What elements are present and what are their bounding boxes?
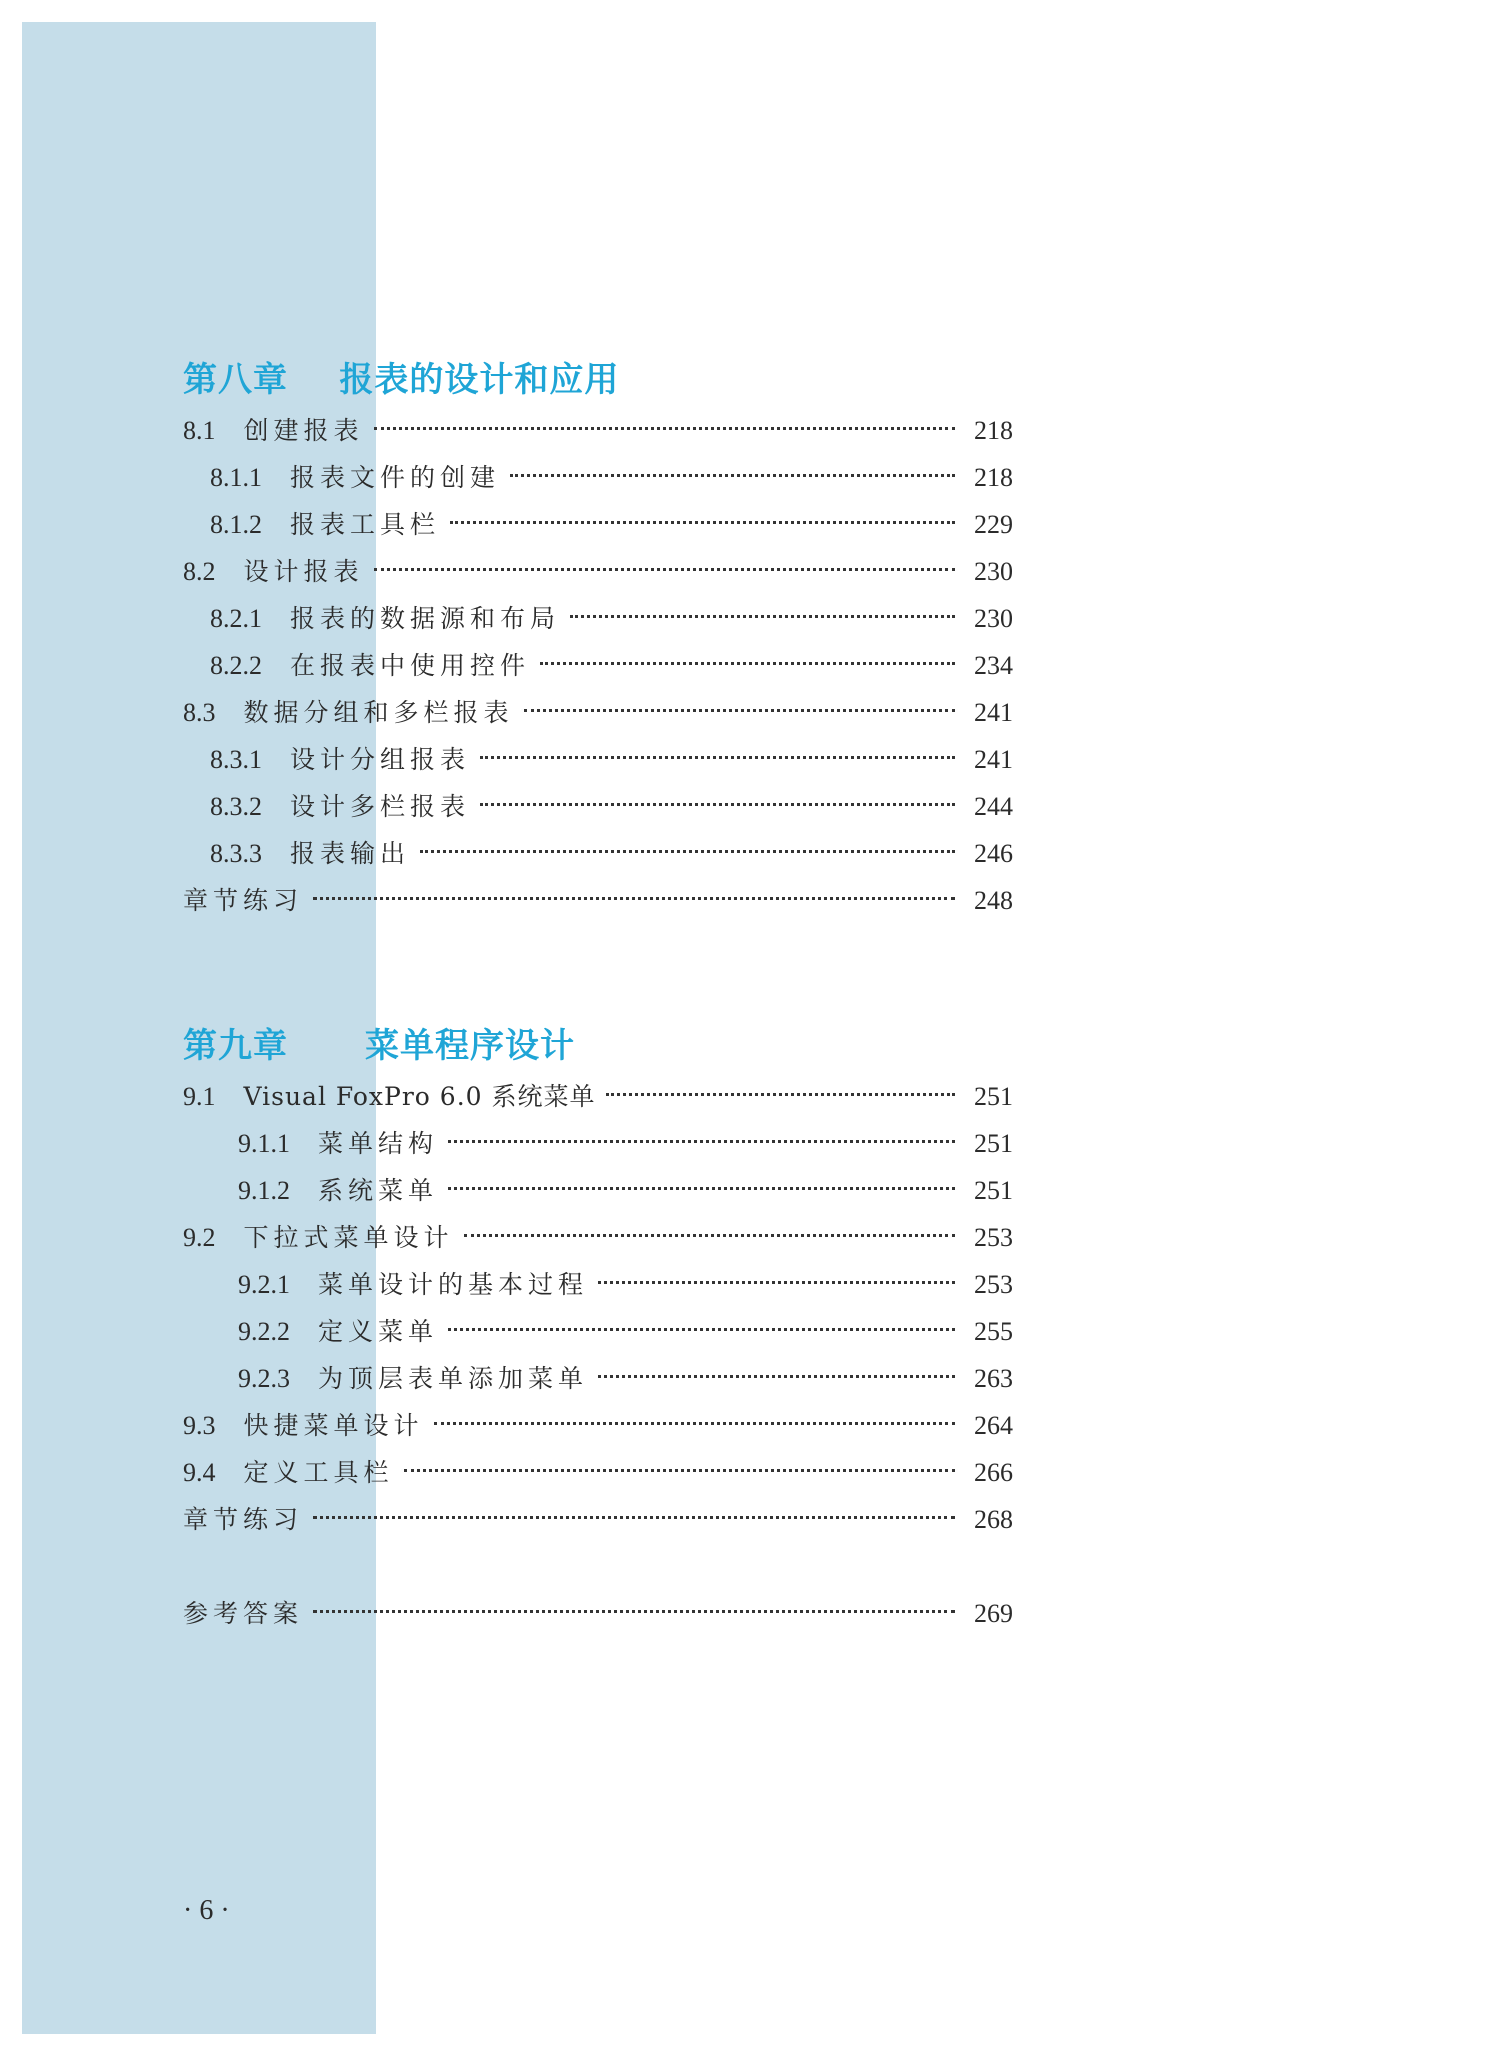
dot-leader [540, 662, 955, 665]
toc-page: 266 [974, 1458, 1013, 1487]
toc-title: 系统菜单 [318, 1176, 439, 1205]
toc-title: 参考答案 [183, 1599, 304, 1628]
dot-leader [464, 1234, 955, 1237]
dot-leader [404, 1469, 955, 1472]
toc-title: 创建报表 [243, 416, 364, 445]
dot-leader [374, 568, 955, 571]
toc-number: 9.2.3 [238, 1364, 290, 1393]
toc-title: 报表的数据源和布局 [290, 604, 561, 633]
toc-entry-8-3[interactable] [183, 689, 1013, 736]
dot-leader [606, 1093, 956, 1096]
toc-number: 8.3 [183, 698, 216, 727]
toc-number: 8.1.2 [210, 510, 262, 539]
answers-section [183, 1590, 1013, 1637]
toc-page: 251 [974, 1082, 1013, 1111]
toc-page: 253 [974, 1270, 1013, 1299]
toc-page: 229 [974, 510, 1013, 539]
dot-leader [448, 1140, 955, 1143]
toc-page: 218 [974, 463, 1013, 492]
toc-page: 251 [974, 1129, 1013, 1158]
dot-leader [570, 615, 955, 618]
toc-page: 234 [974, 651, 1013, 680]
toc-title: 数据分组和多栏报表 [243, 698, 514, 727]
toc-entry-8-2-1[interactable] [183, 595, 1013, 642]
toc-page: 268 [974, 1505, 1013, 1534]
dot-leader [480, 756, 955, 759]
dot-leader [598, 1281, 955, 1284]
toc-entry-8-3-2[interactable] [183, 783, 1013, 830]
toc-entry-8-1-1[interactable] [183, 454, 1013, 501]
toc-entry-9-2-2[interactable] [183, 1308, 1013, 1355]
chapter-8-title: 第八章 报表的设计和应用 [183, 360, 620, 400]
toc-number: 8.1 [183, 416, 216, 445]
toc-entry-8-1-2[interactable] [183, 501, 1013, 548]
toc-entry-8-3-3[interactable] [183, 830, 1013, 877]
toc-page: 218 [974, 416, 1013, 445]
toc-title: 设计分组报表 [290, 745, 471, 774]
toc-page: 241 [974, 745, 1013, 774]
dot-leader [510, 474, 955, 477]
toc-number: 9.1 [183, 1082, 216, 1111]
toc-page: 241 [974, 698, 1013, 727]
toc-title: 章节练习 [183, 1505, 304, 1534]
toc-entry-8-exercises[interactable] [183, 877, 1013, 924]
toc-number: 8.3.2 [210, 792, 262, 821]
dot-leader [313, 1516, 955, 1519]
toc-entry-9-exercises[interactable] [183, 1496, 1013, 1543]
dot-leader [374, 427, 955, 430]
toc-number: 9.4 [183, 1458, 216, 1487]
toc-entry-9-2-3[interactable] [183, 1355, 1013, 1402]
toc-entry-9-2-1[interactable] [183, 1261, 1013, 1308]
toc-page: 248 [974, 886, 1013, 915]
dot-leader [598, 1375, 955, 1378]
toc-title: 设计多栏报表 [290, 792, 471, 821]
toc-number: 8.3.3 [210, 839, 262, 868]
dot-leader [448, 1328, 955, 1331]
toc-title: 为顶层表单添加菜单 [318, 1364, 589, 1393]
toc-number: 9.2.2 [238, 1317, 290, 1346]
toc-entry-8-1[interactable] [183, 407, 1013, 454]
toc-page: 251 [974, 1176, 1013, 1205]
toc-entry-9-3[interactable] [183, 1402, 1013, 1449]
chapter-9-section [183, 1018, 1013, 1543]
toc-page: 269 [974, 1599, 1013, 1628]
dot-leader [450, 521, 955, 524]
toc-title: 定义工具栏 [243, 1458, 394, 1487]
toc-entry-8-3-1[interactable] [183, 736, 1013, 783]
toc-number: 9.1.2 [238, 1176, 290, 1205]
toc-number: 8.2 [183, 557, 216, 586]
toc-title: 报表输出 [290, 839, 411, 868]
toc-title: 报表工具栏 [290, 510, 441, 539]
toc-title: 下拉式菜单设计 [243, 1223, 454, 1252]
toc-title: 报表文件的创建 [290, 463, 501, 492]
toc-title: 定义菜单 [318, 1317, 439, 1346]
toc-number: 8.2.2 [210, 651, 262, 680]
toc-page: 263 [974, 1364, 1013, 1393]
toc-title: Visual FoxPro 6.0 系统菜单 [243, 1082, 596, 1111]
toc-page: 255 [974, 1317, 1013, 1346]
toc-number: 8.2.1 [210, 604, 262, 633]
chapter-8-section [183, 352, 1013, 924]
toc-page: 246 [974, 839, 1013, 868]
toc-title: 菜单结构 [318, 1129, 439, 1158]
dot-leader [480, 803, 955, 806]
toc-entry-9-1-2[interactable] [183, 1167, 1013, 1214]
toc-title: 在报表中使用控件 [290, 651, 531, 680]
toc-title: 快捷菜单设计 [243, 1411, 424, 1440]
toc-page: 264 [974, 1411, 1013, 1440]
toc-title: 设计报表 [243, 557, 364, 586]
toc-number: 9.2 [183, 1223, 216, 1252]
toc-page: 230 [974, 604, 1013, 633]
toc-entry-9-1[interactable] [183, 1073, 1013, 1120]
toc-entry-8-2-2[interactable] [183, 642, 1013, 689]
toc-title: 章节练习 [183, 886, 304, 915]
dot-leader [448, 1187, 955, 1190]
chapter-9-title: 第九章 菜单程序设计 [183, 1026, 576, 1066]
toc-page: 230 [974, 557, 1013, 586]
dot-leader [313, 897, 955, 900]
toc-page: 253 [974, 1223, 1013, 1252]
toc-entry-answers[interactable] [183, 1590, 1013, 1637]
toc-number: 8.3.1 [210, 745, 262, 774]
toc-entry-8-2[interactable] [183, 548, 1013, 595]
page-number: · 6 · [183, 1895, 230, 1926]
toc-title: 菜单设计的基本过程 [318, 1270, 589, 1299]
toc-page: 244 [974, 792, 1013, 821]
toc-number: 9.2.1 [238, 1270, 290, 1299]
toc-number: 8.1.1 [210, 463, 262, 492]
dot-leader [434, 1422, 955, 1425]
toc-entry-9-1-1[interactable] [183, 1120, 1013, 1167]
dot-leader [313, 1610, 955, 1613]
toc-entry-9-2[interactable] [183, 1214, 1013, 1261]
dot-leader [420, 850, 955, 853]
toc-number: 9.1.1 [238, 1129, 290, 1158]
dot-leader [524, 709, 955, 712]
toc-entry-9-4[interactable] [183, 1449, 1013, 1496]
toc-number: 9.3 [183, 1411, 216, 1440]
